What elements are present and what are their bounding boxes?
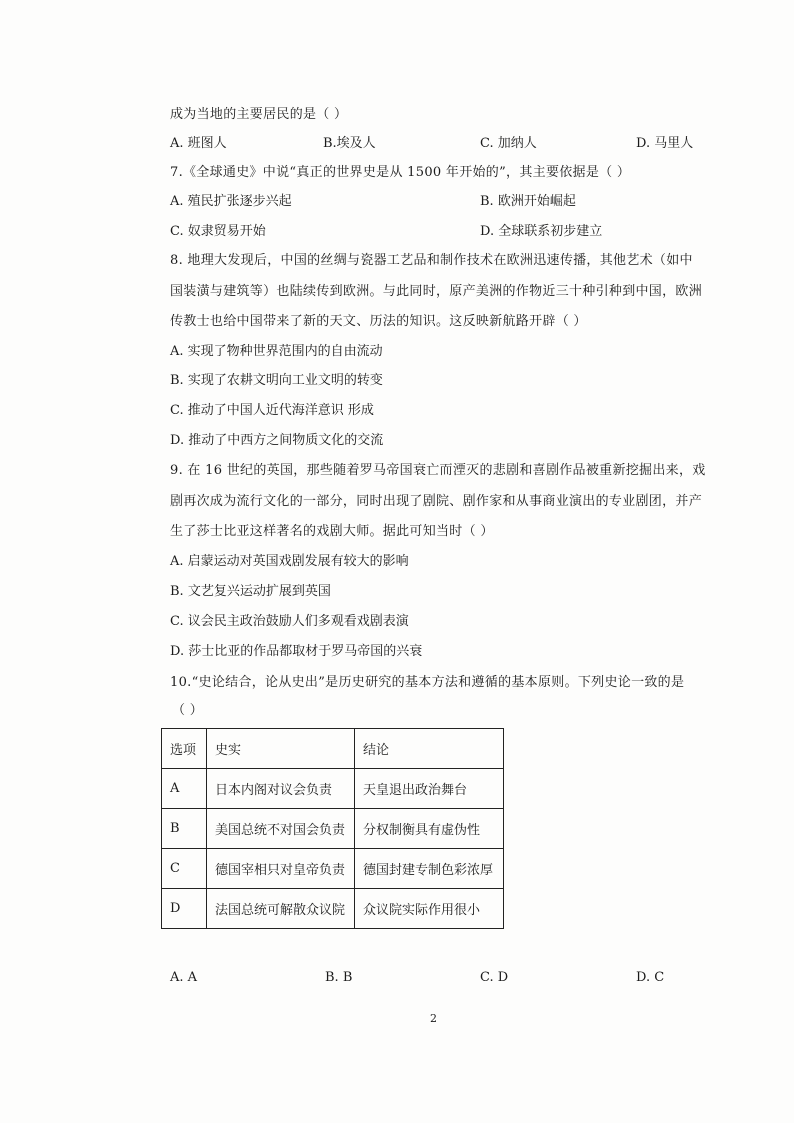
q6-option-d: D. 马里人 <box>636 136 694 151</box>
q10-option-d: D. C <box>636 970 665 985</box>
q8-stem-line-2: 国装潢与建筑等）也陆续传到欧洲。与此同时，原产美洲的作物近三十种引种到中国，欧洲 <box>170 284 703 299</box>
q9-option-a: A. 启蒙运动对英国戏剧发展有较大的影响 <box>170 554 409 569</box>
table-row <box>162 849 504 889</box>
q9-stem-line-3: 生了莎士比亚这样著名的戏剧大师。据此可知当时（ ） <box>170 524 494 539</box>
q8-stem-line-3: 传教士也给中国带来了新的天文、历法的知识。这反映新航路开辟（ ） <box>170 314 587 329</box>
table-header-cell: 选项 <box>162 729 207 769</box>
q7-option-d: D. 全球联系初步建立 <box>480 224 603 239</box>
table-cell: 德国宰相只对皇帝负责 <box>207 849 355 889</box>
table-header-cell: 史实 <box>207 729 355 769</box>
table-row <box>162 889 504 929</box>
table-cell: 美国总统不对国会负责 <box>207 809 355 849</box>
table-cell: D <box>162 889 207 929</box>
q9-stem-line-1: 9. 在 16 世纪的英国，那些随着罗马帝国衰亡而湮灭的悲剧和喜剧作品被重新挖掘出来，戏 <box>170 463 706 478</box>
q10-stem-line-1: 10.“史论结合，论从史出”是历史研究的基本方法和遵循的基本原则。下列史论一致的是 <box>170 675 685 690</box>
q7-option-a: A. 殖民扩张逐步兴起 <box>170 194 292 209</box>
table-row <box>162 809 504 849</box>
q9-option-d: D. 莎士比亚的作品都取材于罗马帝国的兴衰 <box>170 644 423 659</box>
q8-option-d: D. 推动了中西方之间物质文化的交流 <box>170 433 384 448</box>
table-header-row <box>162 729 504 769</box>
table-cell: 分权制衡具有虚伪性 <box>355 809 504 849</box>
page-number: 2 <box>430 1012 437 1025</box>
q9-option-c: C. 议会民主政治鼓励人们多观看戏剧表演 <box>170 614 409 629</box>
q10-option-b: B. B <box>325 970 353 985</box>
q9-stem-line-2: 剧再次成为流行文化的一部分，同时出现了剧院、剧作家和从事商业演出的专业剧团，并产 <box>170 494 703 509</box>
q7-option-b: B. 欧洲开始崛起 <box>480 194 576 209</box>
q7-option-c: C. 奴隶贸易开始 <box>170 224 266 239</box>
table-cell: C <box>162 849 207 889</box>
table-cell: A <box>162 769 207 809</box>
q6-option-b: B.埃及人 <box>323 136 376 151</box>
q7-stem: 7.《全球通史》中说“真正的世界史是从 1500 年开始的”，其主要依据是（ ） <box>170 165 631 180</box>
q9-option-b: B. 文艺复兴运动扩展到英国 <box>170 584 331 599</box>
q6-option-c: C. 加纳人 <box>480 136 537 151</box>
table-cell: 天皇退出政治舞台 <box>355 769 504 809</box>
q10-option-c: C. D <box>480 970 509 985</box>
q6-option-a: A. 班图人 <box>170 136 227 151</box>
table-header-cell: 结论 <box>355 729 504 769</box>
q8-option-c: C. 推动了中国人近代海洋意识 形成 <box>170 403 374 418</box>
q8-option-b: B. 实现了农耕文明向工业文明的转变 <box>170 373 383 388</box>
table-row <box>162 769 504 809</box>
q10-table <box>161 728 504 929</box>
q10-option-a: A. A <box>170 970 198 985</box>
table-cell: B <box>162 809 207 849</box>
q6-stem-tail: 成为当地的主要居民的是（ ） <box>170 107 348 122</box>
q8-stem-line-1: 8. 地理大发现后，中国的丝绸与瓷器工艺品和制作技术在欧洲迅速传播，其他艺术（如中 <box>170 253 693 268</box>
table-cell: 法国总统可解散众议院 <box>207 889 355 929</box>
q8-option-a: A. 实现了物种世界范围内的自由流动 <box>170 344 383 359</box>
table-cell: 德国封建专制色彩浓厚 <box>355 849 504 889</box>
table-cell: 众议院实际作用很小 <box>355 889 504 929</box>
table-cell: 日本内阁对议会负责 <box>207 769 355 809</box>
q10-stem-line-2: （ ） <box>172 703 204 718</box>
